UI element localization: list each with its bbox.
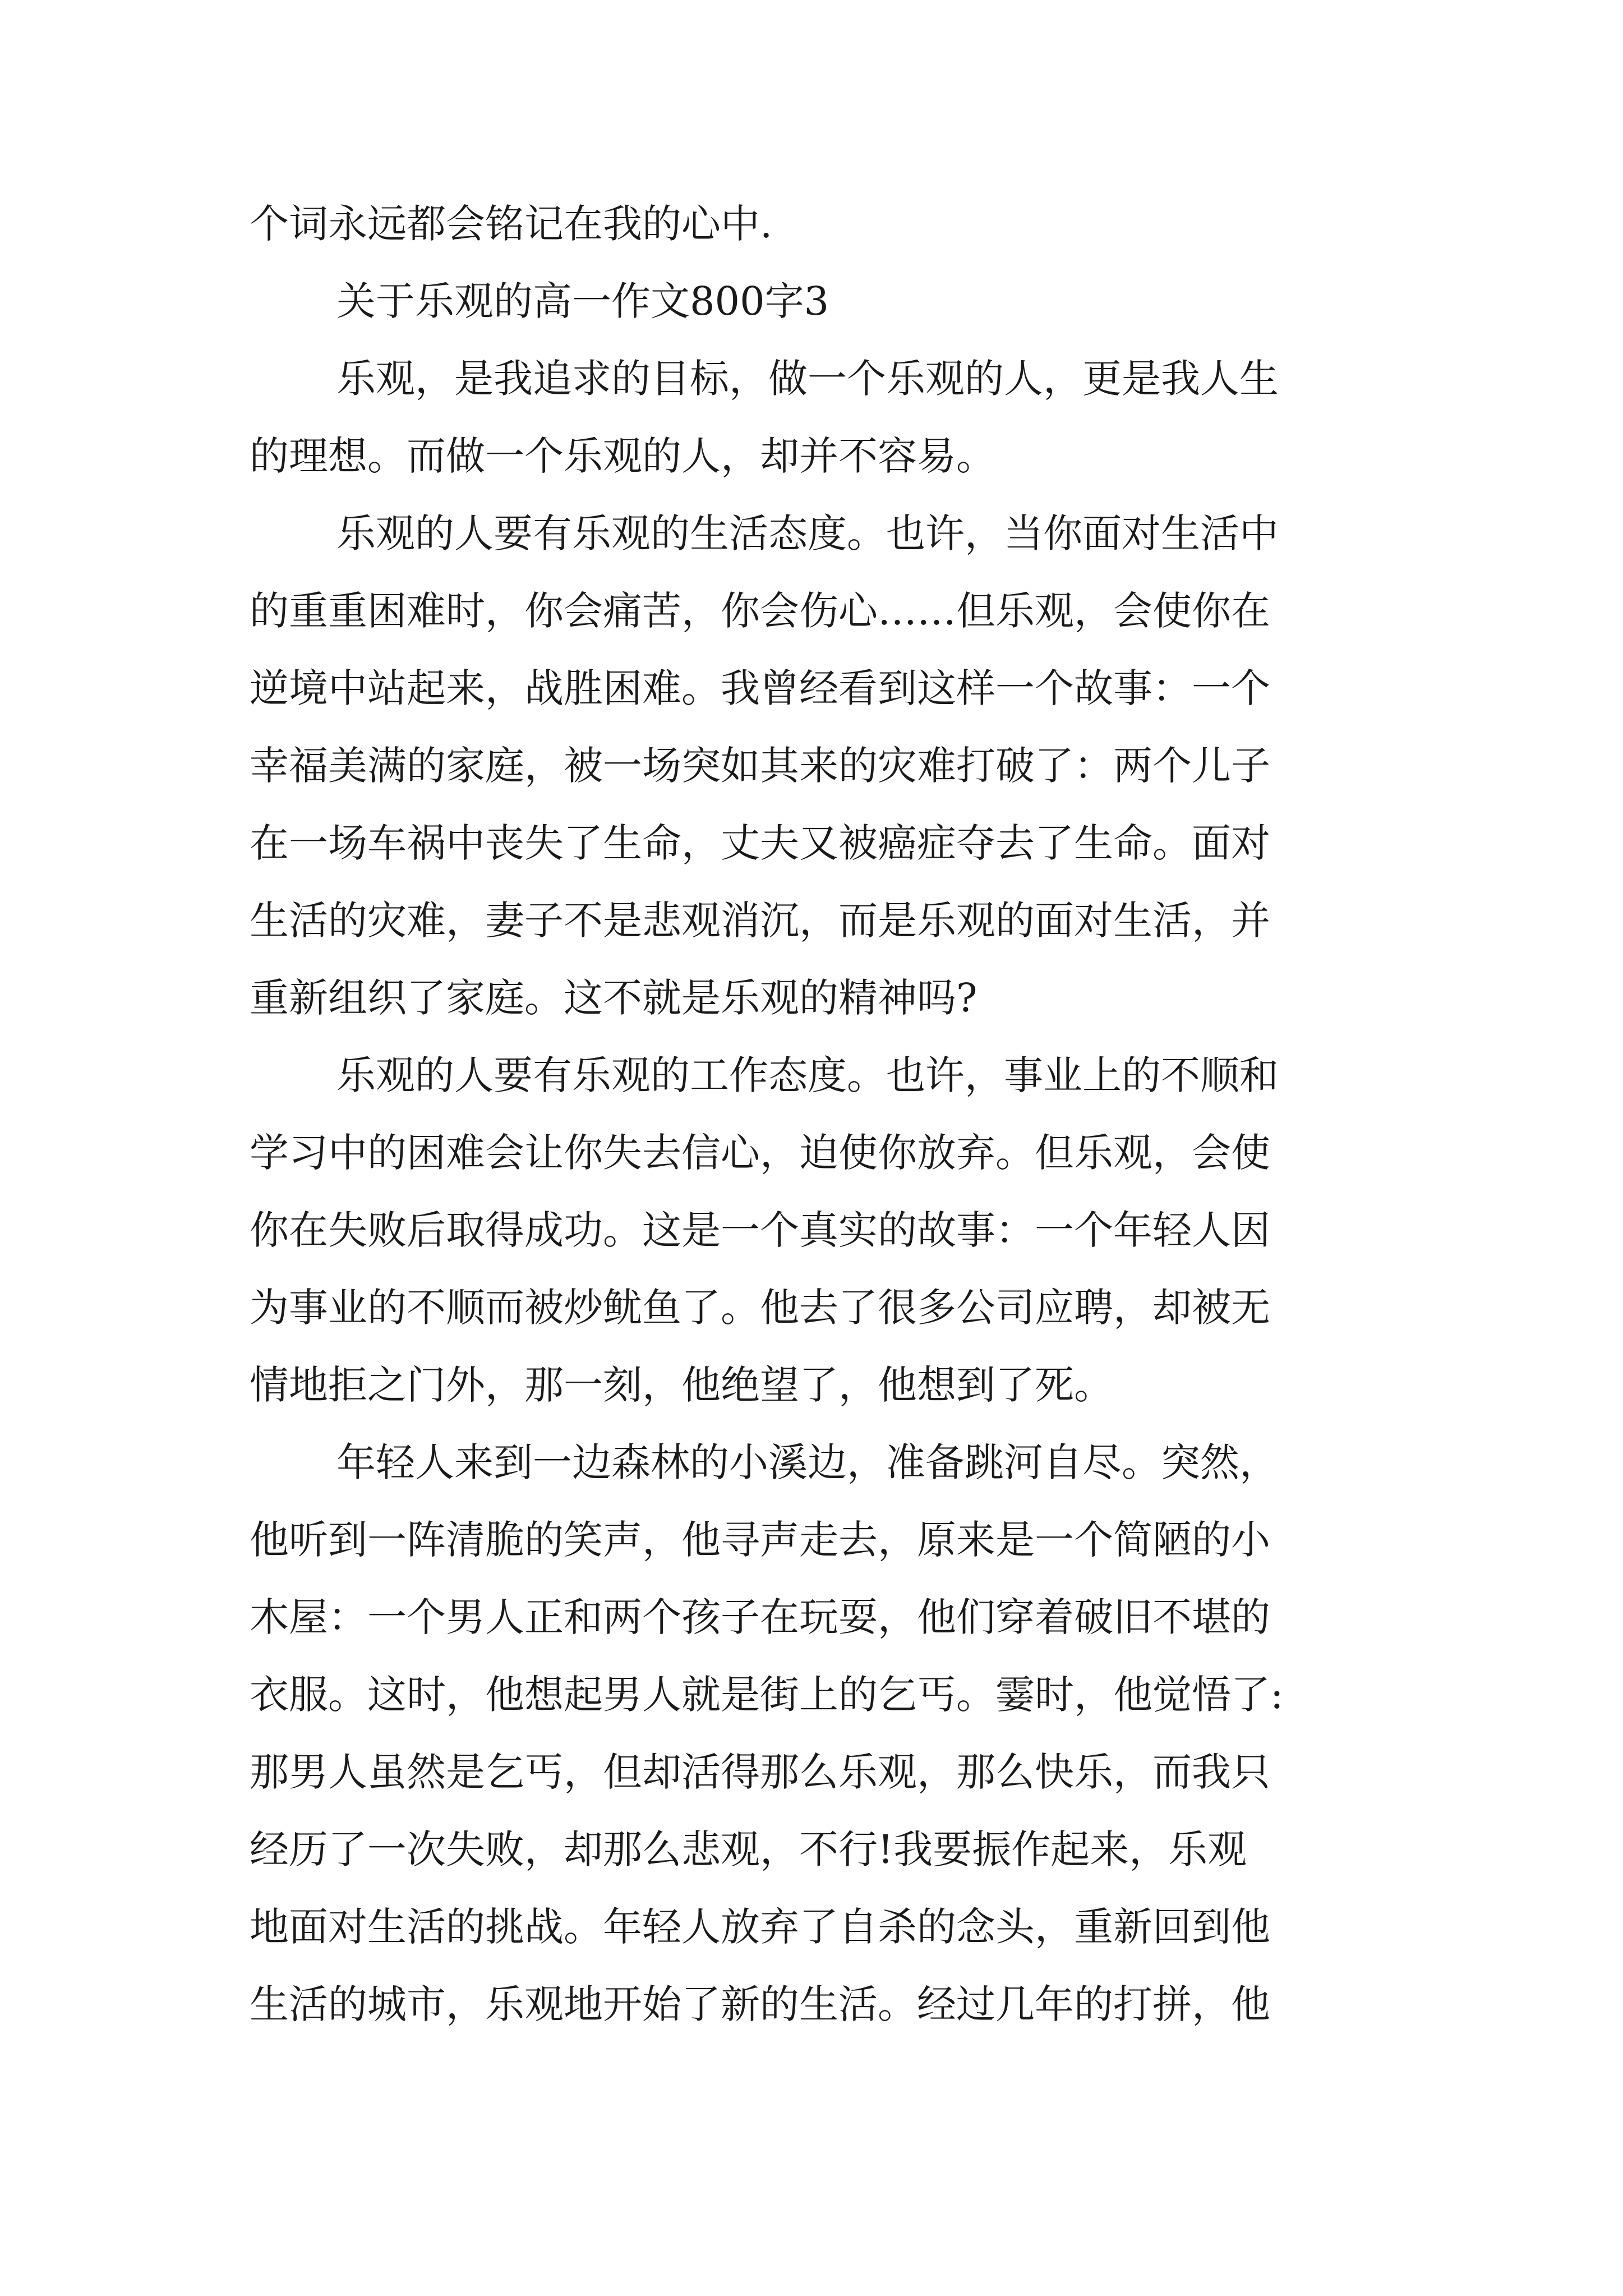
text-line: 在一场车祸中丧失了生命，丈夫又被癌症夺去了生命。面对: [250, 820, 1270, 866]
text-line: 乐观的人要有乐观的工作态度。也许，事业上的不顺和: [336, 1052, 1279, 1098]
text-line: 地面对生活的挑战。年轻人放弃了自杀的念头，重新回到他: [250, 1904, 1270, 1950]
section-heading: 关于乐观的高一作文800字3: [336, 278, 829, 324]
text-line: 学习中的困难会让你失去信心，迫使你放弃。但乐观，会使: [250, 1130, 1270, 1176]
text-line: 的理想。而做一个乐观的人，却并不容易。: [250, 433, 995, 479]
text-line: 重新组织了家庭。这不就是乐观的精神吗?: [250, 975, 978, 1021]
text-line: 乐观的人要有乐观的生活态度。也许，当你面对生活中: [336, 510, 1279, 556]
text-line: 他听到一阵清脆的笑声，他寻声走去，原来是一个简陋的小: [250, 1517, 1270, 1563]
text-line: 乐观，是我追求的目标，做一个乐观的人，更是我人生: [336, 356, 1279, 402]
text-line: 为事业的不顺而被炒鱿鱼了。他去了很多公司应聘，却被无: [250, 1285, 1270, 1331]
text-line: 年轻人来到一边森林的小溪边，准备跳河自尽。突然，: [336, 1439, 1279, 1485]
text-line: 生活的城市，乐观地开始了新的生活。经过几年的打拼，他: [250, 1981, 1270, 2027]
text-line: 情地拒之门外，那一刻，他绝望了，他想到了死。: [250, 1362, 1113, 1408]
text-line: 木屋：一个男人正和两个孩子在玩耍，他们穿着破旧不堪的: [250, 1594, 1270, 1640]
text-line: 幸福美满的家庭，被一场突如其来的灾难打破了：两个儿子: [250, 743, 1270, 789]
text-line: 经历了一次失败，却那么悲观，不行!我要振作起来，乐观: [250, 1826, 1247, 1872]
text-line: 那男人虽然是乞丐，但却活得那么乐观，那么快乐，而我只: [250, 1749, 1270, 1795]
text-line: 衣服。这时，他想起男人就是街上的乞丐。霎时，他觉悟了:: [250, 1672, 1284, 1718]
text-line: 生活的灾难，妻子不是悲观消沉，而是乐观的面对生活，并: [250, 898, 1270, 944]
text-line: 逆境中站起来，战胜困难。我曾经看到这样一个故事：一个: [250, 665, 1270, 711]
text-line: 个词永远都会铭记在我的心中.: [250, 201, 773, 247]
text-line: 的重重困难时，你会痛苦，你会伤心……但乐观，会使你在: [250, 588, 1270, 634]
text-line: 你在失败后取得成功。这是一个真实的故事：一个年轻人因: [250, 1207, 1270, 1253]
